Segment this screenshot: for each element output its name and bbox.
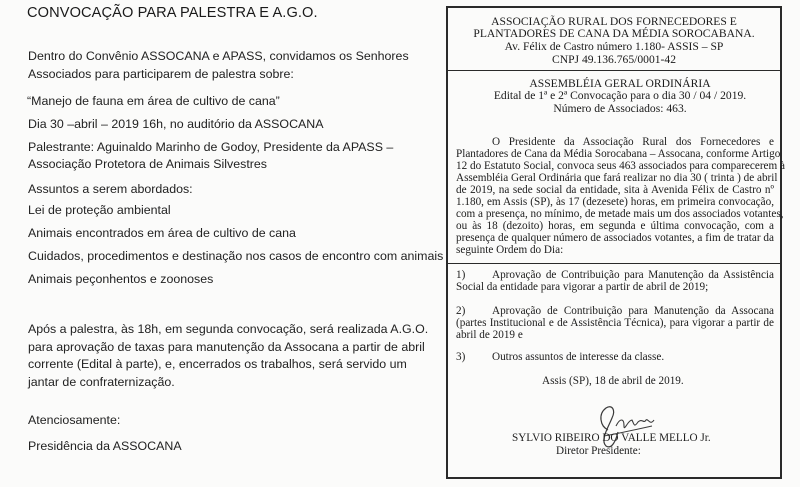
- subjects-heading: Assuntos a serem abordados:: [28, 182, 193, 196]
- lecture-datetime: Dia 30 –abril – 2019 16h, no auditório da ASSOCANA: [28, 117, 324, 131]
- intro-line: Associados para participarem de palestra sobre:: [28, 67, 294, 81]
- header-divider: [448, 70, 780, 71]
- after-paragraph-line: corrente (Edital à parte), e, encerrados os trabalhos, será servido um: [28, 357, 407, 371]
- agenda-item-text: Social da entidade para vigorar a partir de abril de 2019;: [456, 281, 709, 293]
- signer-role: Diretor Presidente:: [556, 445, 641, 457]
- agenda-item-number: 3): [456, 351, 466, 363]
- body-line: 1.180, em Assis (SP), às 17 (dezesete) horas, em primeira convocação,: [456, 196, 774, 208]
- subject-item: Lei de proteção ambiental: [28, 203, 171, 217]
- edital-line: Edital de 1ª e 2ª Convocação para o dia 30 / 04 / 2019.: [493, 89, 747, 102]
- lecture-topic: “Manejo de fauna em área de cultivo de cana”: [27, 94, 280, 108]
- body-line: presença de qualquer número de associados votantes, a fim de tratar da: [456, 232, 774, 244]
- invitation-title: CONVOCAÇÃO PARA PALESTRA E A.G.O.: [27, 5, 318, 21]
- agenda-item-text: (partes Institucional e de Assistência Técnica), para vigorar a partir de: [456, 317, 774, 329]
- subject-item: Cuidados, procedimentos e destinação nos casos de encontro com animais: [28, 249, 444, 263]
- agenda-item-text: abril de 2019 e: [456, 329, 523, 341]
- org-address: Av. Félix de Castro número 1.180- ASSIS – SP: [504, 40, 724, 53]
- body-divider: [448, 263, 780, 264]
- after-paragraph-line: Após a palestra, às 18h, em segunda convocação, será realizada A.G.O.: [28, 322, 429, 336]
- place-and-date: Assis (SP), 18 de abril de 2019.: [542, 375, 684, 387]
- speaker-line: Palestrante: Aguinaldo Marinho de Godoy, Presidente da APASS –: [28, 140, 394, 154]
- intro-line: Dentro do Convênio ASSOCANA e APASS, convidamos os Senhores: [28, 49, 409, 63]
- after-paragraph-line: jantar de confraternização.: [28, 375, 175, 389]
- body-line: com a presença, no mínimo, de metade mais um dos associados votantes,: [456, 208, 784, 220]
- assembly-notice: [446, 6, 785, 479]
- body-line: de 2019, na sede social da entidade, sita à Avenida Félix de Castro nº: [456, 184, 774, 196]
- org-name: ASSOCIAÇÃO RURAL DOS FORNECEDORES E: [491, 15, 737, 28]
- org-name: PLANTADORES DE CANA DA MÉDIA SOROCABANA.: [473, 27, 755, 40]
- after-paragraph-line: para aprovação de taxas para manutenção da Assocana a partir de abril: [28, 340, 425, 354]
- body-line: seguinte Ordem do Dia:: [456, 244, 564, 256]
- agenda-item-text: Aprovação de Contribuição para Manutenção da Assocana: [492, 305, 774, 317]
- agenda-item-text: Aprovação de Contribuição para Manutenção da Assistência: [492, 269, 774, 281]
- speaker-line: Associação Protetora de Animais Silvestres: [28, 157, 267, 171]
- body-line: O Presidente da Associação Rural dos Fornecedores e: [492, 136, 774, 148]
- assembly-title: ASSEMBLÉIA GERAL ORDINÁRIA: [529, 77, 711, 90]
- body-line: Plantadores de Cana da Média Sorocabana – Assocana, conforme Artigo: [456, 148, 781, 160]
- body-line: Assembléia Geral Ordinária que fará realizar no dia 30 ( trinta ) de abril: [456, 172, 778, 184]
- subject-item: Animais encontrados em área de cultivo de cana: [28, 226, 296, 240]
- body-line: ou às 18 (dezoito) horas, em segunda e última convocação, com a: [456, 220, 774, 232]
- signer-name: SYLVIO RIBEIRO DO VALLE MELLO Jr.: [512, 432, 711, 444]
- subject-item: Animais peçonhentos e zoonoses: [28, 272, 214, 286]
- body-line: 12 do Estatuto Social, convoca seus 463 associados para comparecerem à: [456, 160, 785, 172]
- sender-name: Presidência da ASSOCANA: [28, 439, 182, 453]
- org-cnpj: CNPJ 49.136.765/0001-42: [552, 53, 676, 66]
- agenda-item-number: 2): [456, 305, 466, 317]
- members-count: Número de Associados: 463.: [553, 102, 687, 115]
- closing-salutation: Atenciosamente:: [28, 413, 121, 427]
- agenda-item-number: 1): [456, 269, 466, 281]
- agenda-item-text: Outros assuntos de interesse da classe.: [492, 351, 665, 363]
